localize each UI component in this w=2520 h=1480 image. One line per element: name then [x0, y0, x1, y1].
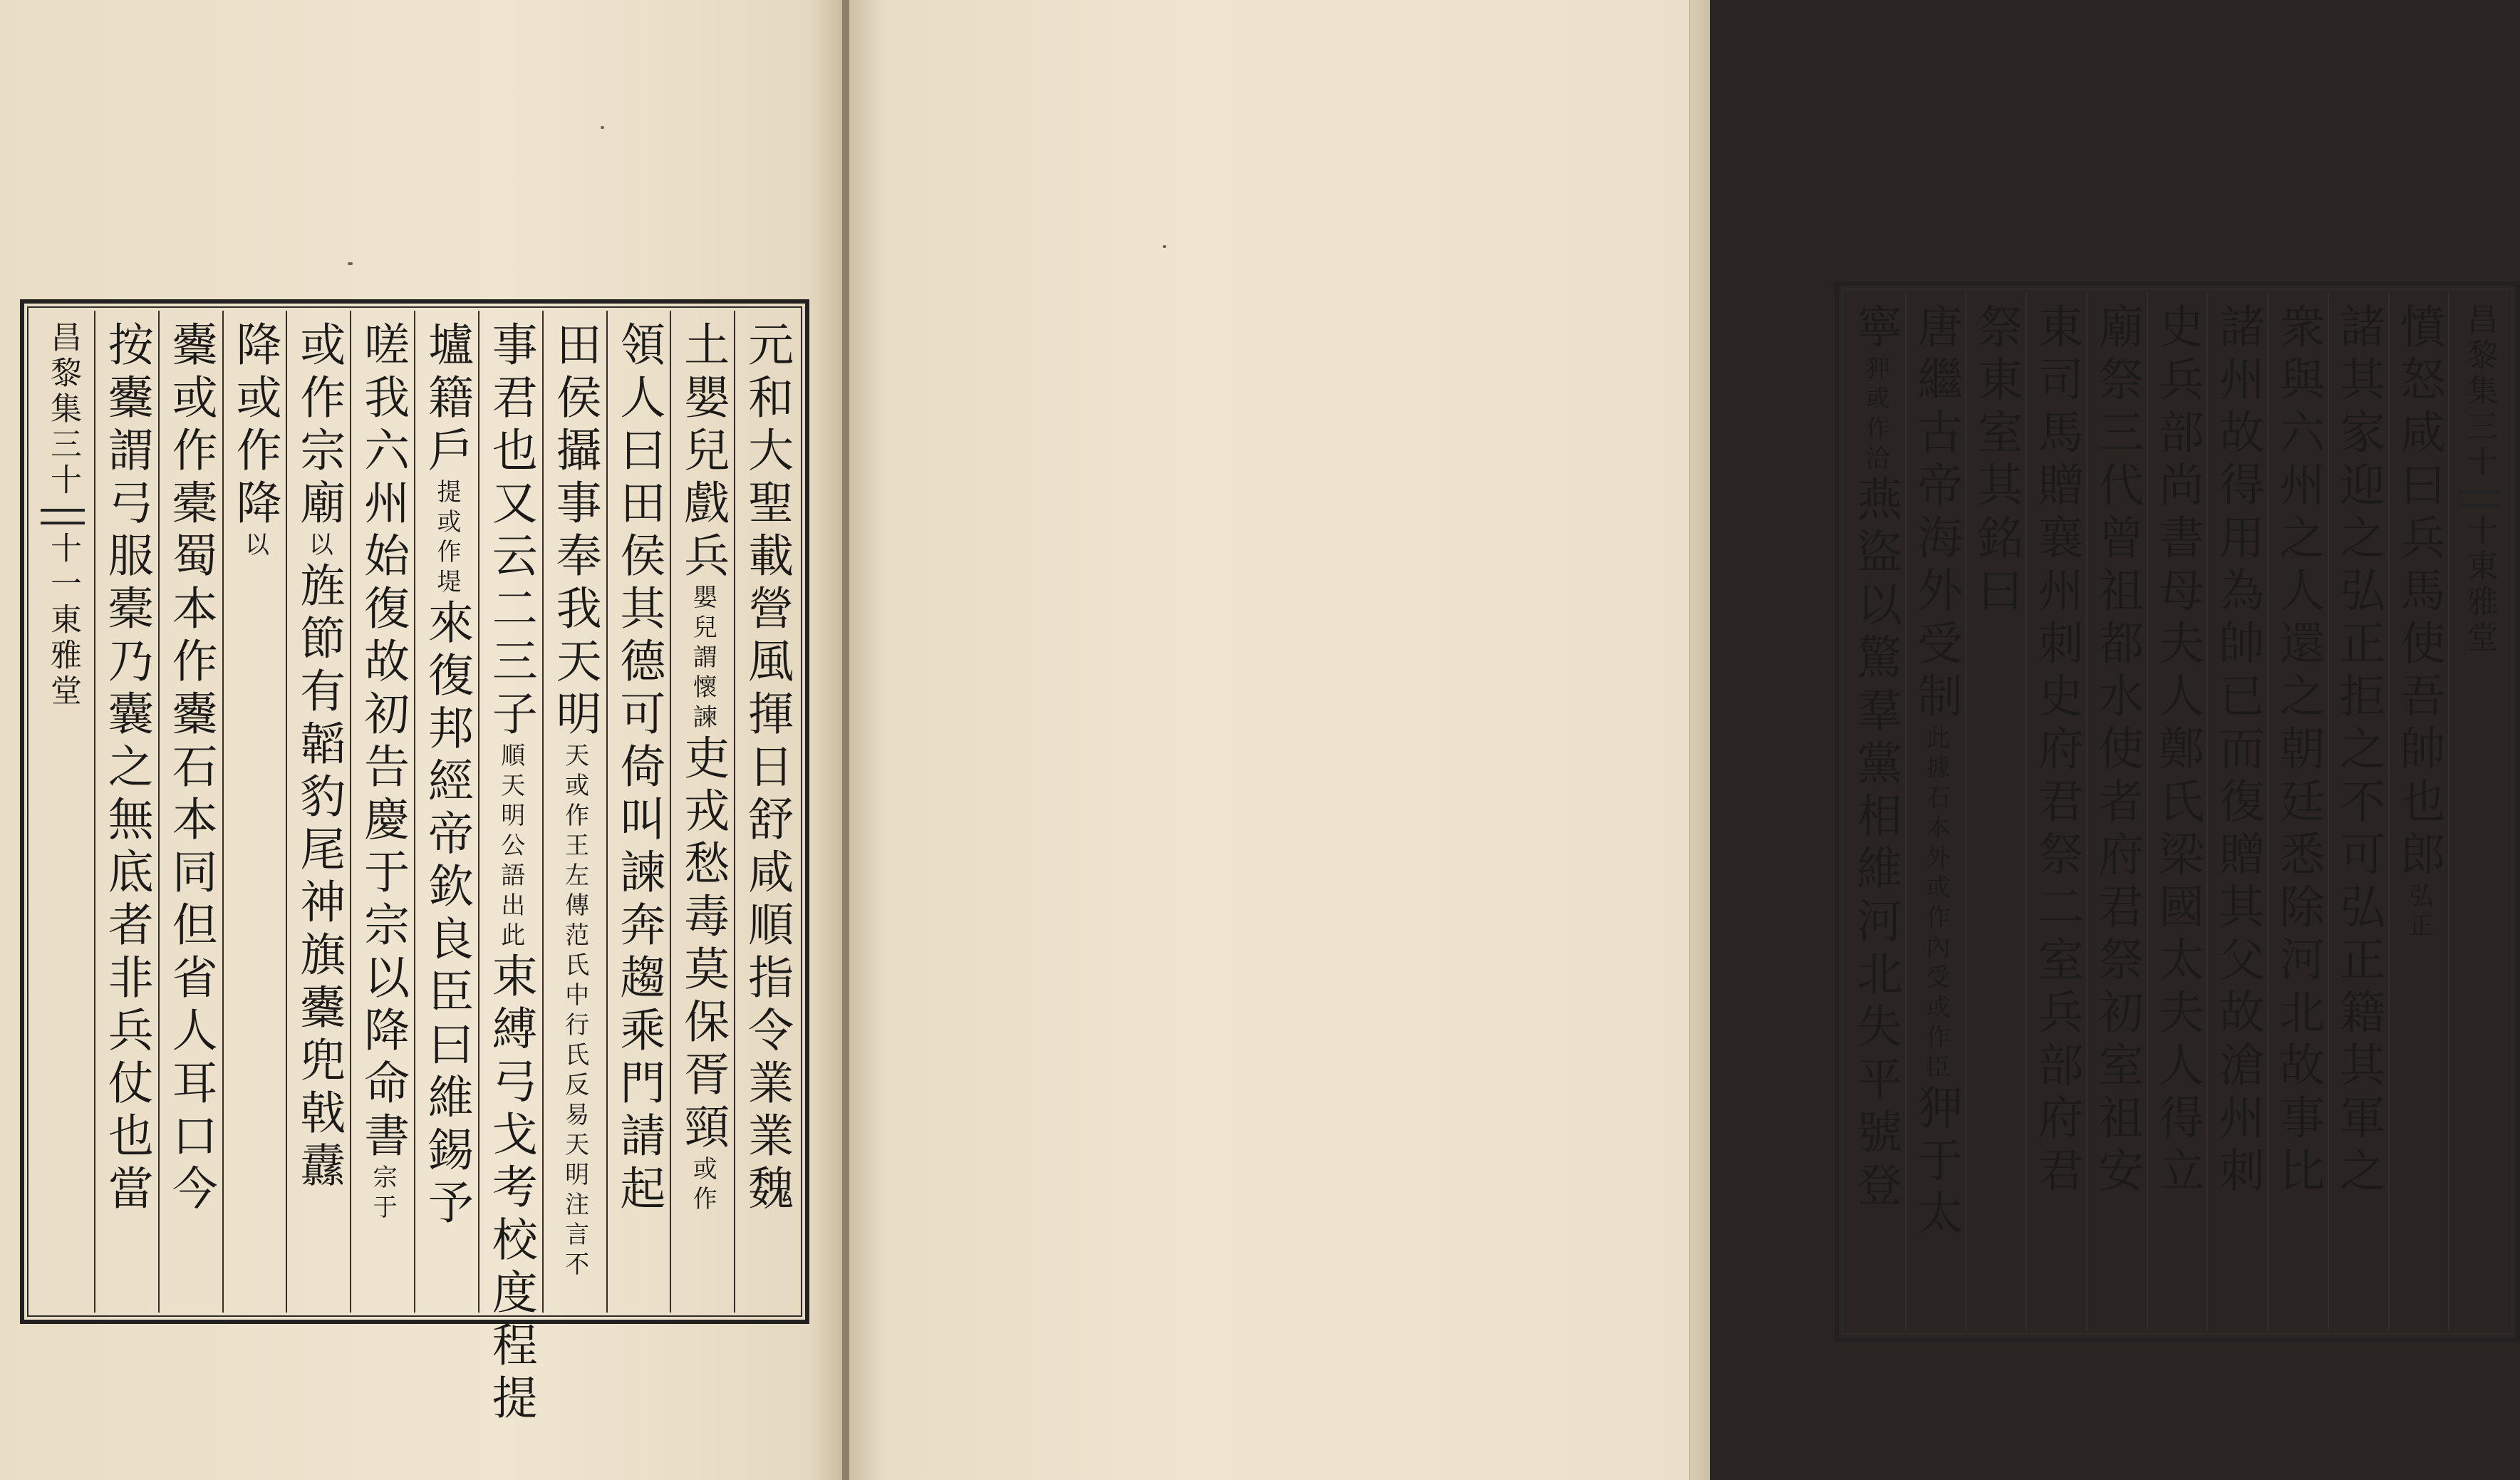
column-main-text: 諸其家迎之弘正拒之不可弘正籍其軍之 — [2332, 303, 2385, 1199]
column-commentary: 宗于 — [368, 1164, 398, 1224]
left-page — [0, 0, 842, 1480]
text-column — [286, 311, 350, 1313]
column-main-text: 祭東室其銘曰 — [1969, 303, 2023, 619]
text-column — [2388, 293, 2449, 1330]
column-main-text: 衆與六州之人還之朝廷悉除河北故事比 — [2271, 303, 2325, 1199]
text-column — [542, 311, 606, 1313]
right-page — [849, 0, 2498, 1480]
column-commentary: 或作 — [688, 1156, 717, 1216]
banxin-title: 昌黎集三十 — [2461, 303, 2498, 481]
column-main-text: 元和大聖載營風揮日舒咸順指令業業魏 — [740, 321, 794, 1217]
column-main-text: 櫜或作橐蜀本作櫜石本同但省人耳口今 — [164, 321, 217, 1217]
column-main-text: 燕盜以驚羣黨相維河北失平號登 — [1849, 475, 1902, 1214]
column-main-text: 束縛弓戈考校度程提 — [484, 952, 537, 1427]
banxin-column — [2448, 293, 2509, 1330]
column-main-text: 按櫜謂弓服橐乃囊之無底者非兵仗也當 — [100, 321, 153, 1217]
column-main-text: 史兵部尚書母夫人鄭氏梁國太夫人得立 — [2150, 303, 2204, 1199]
text-column — [1846, 293, 1905, 1330]
banxin-page-number: 十一 — [44, 532, 81, 603]
column-main-text: 旌節有韜豹尾神旗櫜兜戟纛 — [292, 562, 346, 1194]
ink-speck — [601, 126, 604, 129]
column-main-text: 寧 — [1849, 303, 1902, 356]
text-column — [2267, 293, 2328, 1330]
column-main-text: 吏戎愁毒莫保胥頸 — [676, 734, 730, 1156]
column-main-text: 憤怒咸曰兵馬使吾帥也郎 — [2392, 303, 2445, 883]
text-column — [2026, 293, 2086, 1330]
column-main-text: 唐繼古帝海外受制 — [1909, 303, 1963, 725]
column-commentary: 嬰兒謂懷諫 — [688, 584, 717, 734]
column-main-text: 降或作降 — [228, 321, 281, 532]
ink-speck — [1163, 245, 1166, 248]
ink-speck — [348, 262, 353, 265]
text-column — [222, 311, 286, 1313]
column-commentary: 提或作堤 — [432, 479, 461, 599]
text-column — [1965, 293, 2026, 1330]
text-column — [2207, 293, 2267, 1330]
column-commentary: 此據石本外或作內受或作臣 — [1922, 725, 1951, 1084]
column-commentary: 弘正 — [2404, 883, 2433, 943]
text-column — [414, 311, 478, 1313]
banxin-publisher: 東雅堂 — [2461, 549, 2498, 656]
column-main-text: 土嬰兒戲兵 — [676, 321, 730, 584]
text-column — [2086, 293, 2147, 1330]
column-main-text: 狎于太 — [1909, 1084, 1963, 1242]
text-column — [670, 311, 734, 1313]
banxin-column — [31, 311, 94, 1313]
column-main-text: 嗟我六州始復故初告慶于宗以降命書 — [356, 321, 410, 1164]
fishtail-mark — [2459, 491, 2500, 507]
column-main-text: 或作宗廟 — [292, 321, 346, 532]
column-commentary: 以 — [304, 532, 333, 562]
text-column — [478, 311, 542, 1427]
text-column — [94, 311, 158, 1313]
text-column — [158, 311, 222, 1313]
text-column — [734, 311, 798, 1313]
text-column — [350, 311, 414, 1313]
column-main-text: 諸州故得用為帥已而復贈其父故滄州刺 — [2211, 303, 2264, 1199]
page-edge — [1689, 0, 1710, 1480]
banxin-page-number: 十 — [2461, 514, 2498, 549]
column-main-text: 壚籍戶 — [420, 321, 473, 479]
text-column — [606, 311, 670, 1313]
column-main-text: 東司馬贈襄州刺史府君祭二室兵部府君 — [2030, 303, 2083, 1199]
column-main-text: 田侯攝事奉我天明 — [548, 321, 601, 742]
column-main-text: 廟祭三代曾祖都水使者府君祭初室祖安 — [2090, 303, 2144, 1199]
right-text-columns — [1846, 293, 2509, 1330]
right-text-frame — [1835, 281, 2520, 1342]
text-column — [2328, 293, 2388, 1330]
book-gutter — [842, 0, 849, 1480]
column-commentary: 順天明公語出此 — [496, 742, 525, 952]
banxin-title: 昌黎集三十 — [44, 321, 81, 499]
column-commentary: 以 — [240, 532, 269, 562]
column-main-text: 領人曰田侯其德可倚叫諫奔趨乘門請起 — [612, 321, 665, 1217]
left-text-frame — [20, 299, 809, 1427]
column-commentary: 狎或作洽 — [1861, 356, 1890, 475]
fishtail-mark — [41, 509, 84, 524]
column-main-text: 事君也又云二三子 — [484, 321, 537, 742]
text-column — [2147, 293, 2207, 1330]
column-main-text: 來復邦經帝欽良臣曰維錫予 — [420, 599, 473, 1231]
column-commentary: 天或作王左傳范氏中行氏反易天明注言不 — [560, 742, 589, 1281]
banxin-publisher: 東雅堂 — [44, 603, 81, 710]
left-text-columns — [31, 311, 798, 1427]
text-column — [1905, 293, 1966, 1330]
